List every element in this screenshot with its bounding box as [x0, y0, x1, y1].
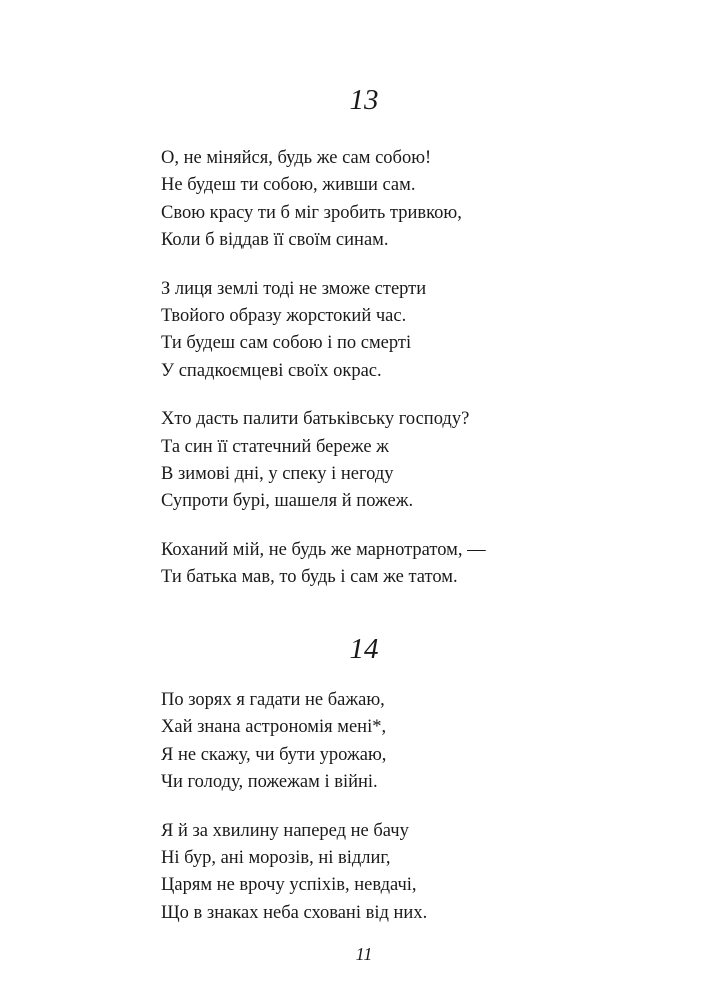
sonnet-13-text: [161, 145, 641, 613]
sonnet-14-text: [161, 687, 641, 948]
verse-line: Твойого образу жорстокий час.: [161, 306, 407, 327]
verse-line: Чи голоду, пожежам і війні.: [161, 772, 378, 793]
page-number: 11: [355, 944, 373, 964]
verse-line: По зорях я гадати не бажаю,: [161, 690, 385, 710]
sonnet-13-number: 13: [349, 84, 379, 116]
verse-line: Ти будеш сам собою і по смерті: [161, 333, 412, 354]
verse-line: У спадкоємцеві своїх окрас.: [161, 360, 382, 381]
verse-line: Ти батька мав, то будь і сам же татом.: [161, 567, 458, 588]
verse-line: Коли б віддав її своїм синам.: [161, 230, 389, 251]
verse-line: Я не скажу, чи бути урожаю,: [161, 744, 387, 765]
verse-line: В зимові дні, у спеку і негоду: [161, 464, 394, 485]
stanza: [161, 145, 641, 255]
verse-line: Свою красу ти б міг зробить тривкою,: [161, 202, 462, 223]
verse-line: Царям не врочу успіхів, невдачі,: [161, 875, 417, 896]
stanza: [161, 818, 641, 928]
couplet: [161, 537, 641, 592]
verse-line: Хай знана астрономія мені*,: [161, 717, 387, 738]
verse-line: Що в знаках неба сховані від них.: [161, 902, 428, 923]
sonnet-14-number: 14: [349, 633, 379, 665]
verse-line: Коханий мій, не будь же марнотратом, —: [161, 539, 486, 560]
verse-line: Не будеш ти собою, живши сам.: [161, 175, 416, 196]
verse-line: О, не міняйся, будь же сам собою!: [161, 148, 432, 168]
stanza: [161, 276, 641, 386]
verse-line: Ні бур, ані морозів, ні відлиг,: [161, 848, 391, 869]
verse-line: Та син її статечний береже ж: [161, 436, 389, 457]
verse-line: Я й за хвилину наперед не бачу: [161, 820, 409, 841]
verse-line: Супроти бурі, шашеля й пожеж.: [161, 491, 414, 512]
verse-line: Хто дасть палити батьківську господу?: [161, 409, 470, 430]
stanza: [161, 406, 641, 516]
verse-line: З лиця землі тоді не зможе стерти: [161, 278, 427, 299]
stanza: [161, 687, 641, 797]
